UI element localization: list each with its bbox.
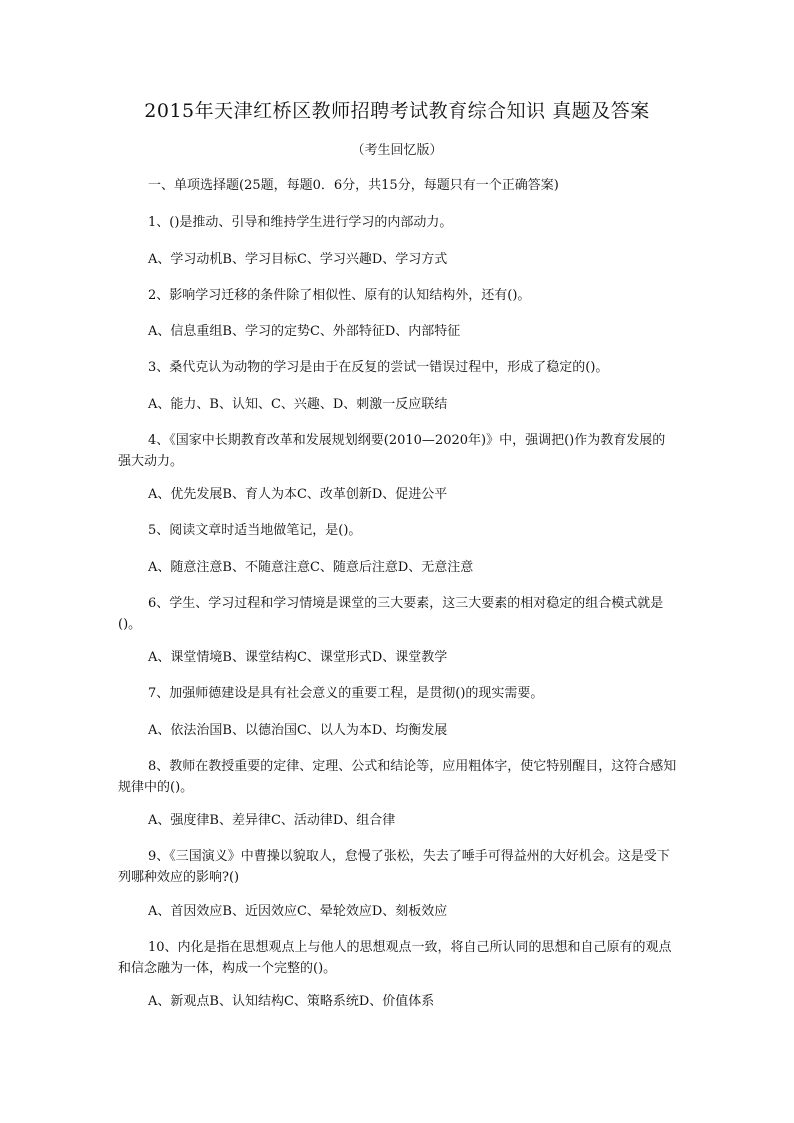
page-subtitle: （考生回忆版）: [351, 143, 443, 158]
question-text: [118, 756, 678, 798]
question-text-body: 4、《国家中长期教育改革和发展规划纲要(2010—2020年)》中，强调把()作为教育发展的强大动力。: [118, 433, 666, 469]
section-heading: 一、单项选择题(25题，每题0．6分，共15分，每题只有一个正确答案): [148, 178, 559, 193]
question-text: 7、加强师德建设是具有社会意义的重要工程，是贯彻()的现实需要。: [148, 686, 544, 701]
question-options: A、强度律B、差异律C、活动律D、组合律: [148, 813, 396, 828]
question-text: 2、影响学习迁移的条件除了相似性、原有的认知结构外，还有()。: [148, 288, 531, 303]
question-options: A、依法治国B、以德治国C、以人为本D、均衡发展: [148, 723, 448, 738]
question-options: A、课堂情境B、课堂结构C、课堂形式D、课堂教学: [148, 650, 448, 665]
question-text: [118, 846, 678, 888]
question-text: 3、桑代克认为动物的学习是由于在反复的尝试一错误过程中，形成了稳定的()。: [148, 360, 609, 375]
question-text: 1、()是推动、引导和维持学生进行学习的内部动力。: [148, 215, 453, 230]
question-text: [118, 937, 678, 979]
question-text-body: 10、内化是指在思想观点上与他人的思想观点一致，将自己所认同的思想和自己原有的观点和信念融为一体，构成一个完整的()。: [118, 940, 672, 976]
question-text: 5、阅读文章时适当地做笔记，是()。: [148, 523, 362, 538]
question-options: A、信息重组B、学习的定势C、外部特征D、内部特征: [148, 324, 461, 339]
question-options: A、能力、B、认知、C、兴趣、D、刺激一反应联结: [148, 397, 448, 412]
question-options: A、学习动机B、学习目标C、学习兴趣D、学习方式: [148, 252, 448, 267]
question-text-body: 9、《三国演义》中曹操以貌取人，怠慢了张松，失去了唾手可得益州的大好机会。这是受下列哪种效应的影响?(): [118, 849, 670, 885]
question-options: A、新观点B、认知结构C、策略系统D、价值体系: [148, 994, 435, 1009]
question-options: A、优先发展B、育人为本C、改革创新D、促进公平: [148, 487, 448, 502]
question-text: [118, 430, 678, 472]
question-text-body: 8、教师在教授重要的定律、定理、公式和结论等，应用粗体字，使它特别醒目，这符合感知规律中的()。: [118, 759, 677, 795]
page-title: 2015年天津红桥区教师招聘考试教育综合知识 真题及答案: [144, 100, 650, 122]
question-text: [118, 593, 678, 635]
question-options: A、首因效应B、近因效应C、晕轮效应D、刻板效应: [148, 904, 448, 919]
question-options: A、随意注意B、不随意注意C、随意后注意D、无意注意: [148, 560, 474, 575]
question-text-body: 6、学生、学习过程和学习情境是课堂的三大要素，这三大要素的相对稳定的组合模式就是()。: [118, 596, 664, 632]
